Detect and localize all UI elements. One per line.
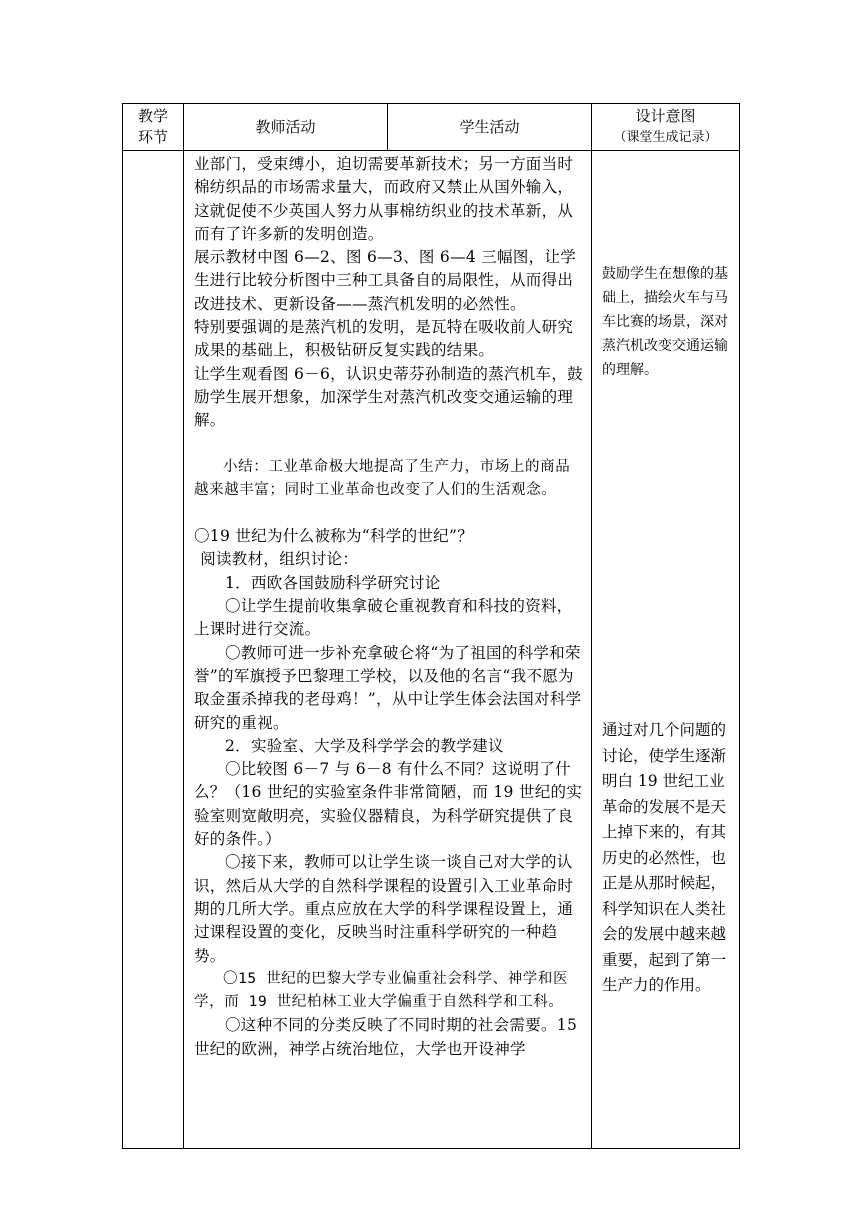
teacher-paragraph: 〇比较图 6－7 与 6－8 有什么不同？这说明了什么？（16 世纪的实验室条件非常简陋，而 19 世纪的实验室则宽敞明亮，实验仪器精良，为科学研究提供了良好的条件。） [194, 760, 583, 849]
teacher-paragraph: 阅读教材，组织讨论： [200, 550, 359, 569]
teacher-paragraph: 业部门，受束缚小，迫切需要革新技术；另一方面当时棉纺织品的市场需求量大，而政府又禁止从国外输入，这就促使不少英国人努力从事棉纺织业的技术革新，从而有了许多新的发明创造。 [194, 155, 574, 243]
teacher-paragraph: 〇教师可进一步补充拿破仑将“为了祖国的科学和荣誉”的军旗授予巴黎理工学校，以及他的名言“我不愿为取金蛋杀掉我的老母鸡！”，从中让学生体会法国对科学研究的重视。 [194, 643, 582, 732]
lesson-plan-table [122, 103, 740, 1149]
header-row [123, 104, 740, 151]
subheading-1: 1．西欧各国鼓励科学研究讨论 [225, 573, 441, 592]
header-design-intent: 设计意图 （课堂生成记录） [592, 104, 740, 151]
summary-paragraph: 小结：工业革命极大地提高了生产力，市场上的商品越来越丰富；同时工业革命也改变了人们的生活观念。 [194, 458, 571, 498]
spacer [194, 433, 583, 456]
teacher-activity-cell [184, 151, 592, 1149]
teacher-paragraph: 特别要强调的是蒸汽机的发明，是瓦特在吸收前人研究成果的基础上，积极钻研反复实践的结果。 [194, 318, 574, 360]
section-cell [123, 151, 184, 1149]
teacher-paragraph: 〇让学生提前收集拿破仑重视教育和科技的资料，上课时进行交流。 [194, 597, 573, 639]
teacher-paragraph: 〇这种不同的分类反映了不同时期的社会需要。15 世纪的欧洲，神学占统治地位，大学也开设神学 [194, 1016, 578, 1058]
design-note: 通过对几个问题的讨论，使学生逐渐明白 19 世纪工业革命的发展不是天上掉下来的，有其历史的必然性，也正是从那时候起，科学知识在人类社会的发展中越来越重要，起到了第一生产力的作用。 [602, 721, 727, 994]
teacher-paragraph: 让学生观看图 6－6，认识史蒂芬孙制造的蒸汽机车，鼓励学生展开想象，加深学生对蒸汽机改变交通运输的理解。 [194, 364, 583, 430]
teacher-paragraph: 展示教材中图 6—2、图 6—3、图 6—4 三幅图，让学生进行比较分析图中三种工具备自的局限性，从而得出改进技术、更新设备——蒸汽机发明的必然性。 [194, 248, 577, 313]
teacher-paragraph: 〇接下来，教师可以让学生谈一谈自己对大学的认识，然后从大学的自然科学课程的设置引入工业革命时期的几所大学。重点应放在大学的科学课程设置上，通过课程设置的变化，反映当时注重科学研究的一种趋势。 [194, 853, 574, 965]
subheading-2: 2．实验室、大学及科学学会的教学建议 [225, 736, 504, 755]
header-teacher-activity: 教师活动 [184, 104, 388, 151]
question-heading: 〇19 世纪为什么被称为“科学的世纪”？ [194, 527, 473, 546]
header-section: 教学 环节 [123, 104, 184, 151]
design-note: 鼓励学生在想像的基础上，描绘火车与马车比赛的场景，深对蒸汽机改变交通运输的理解。 [602, 266, 728, 378]
design-intent-cell [592, 151, 740, 1149]
header-student-activity: 学生活动 [388, 104, 592, 151]
teacher-paragraph: 〇15 世纪的巴黎大学专业偏重社会科学、神学和医学，而 19 世纪柏林工业大学偏重于自然科学和工科。 [194, 970, 569, 1011]
spacer [194, 502, 583, 525]
content-row [123, 151, 740, 1149]
